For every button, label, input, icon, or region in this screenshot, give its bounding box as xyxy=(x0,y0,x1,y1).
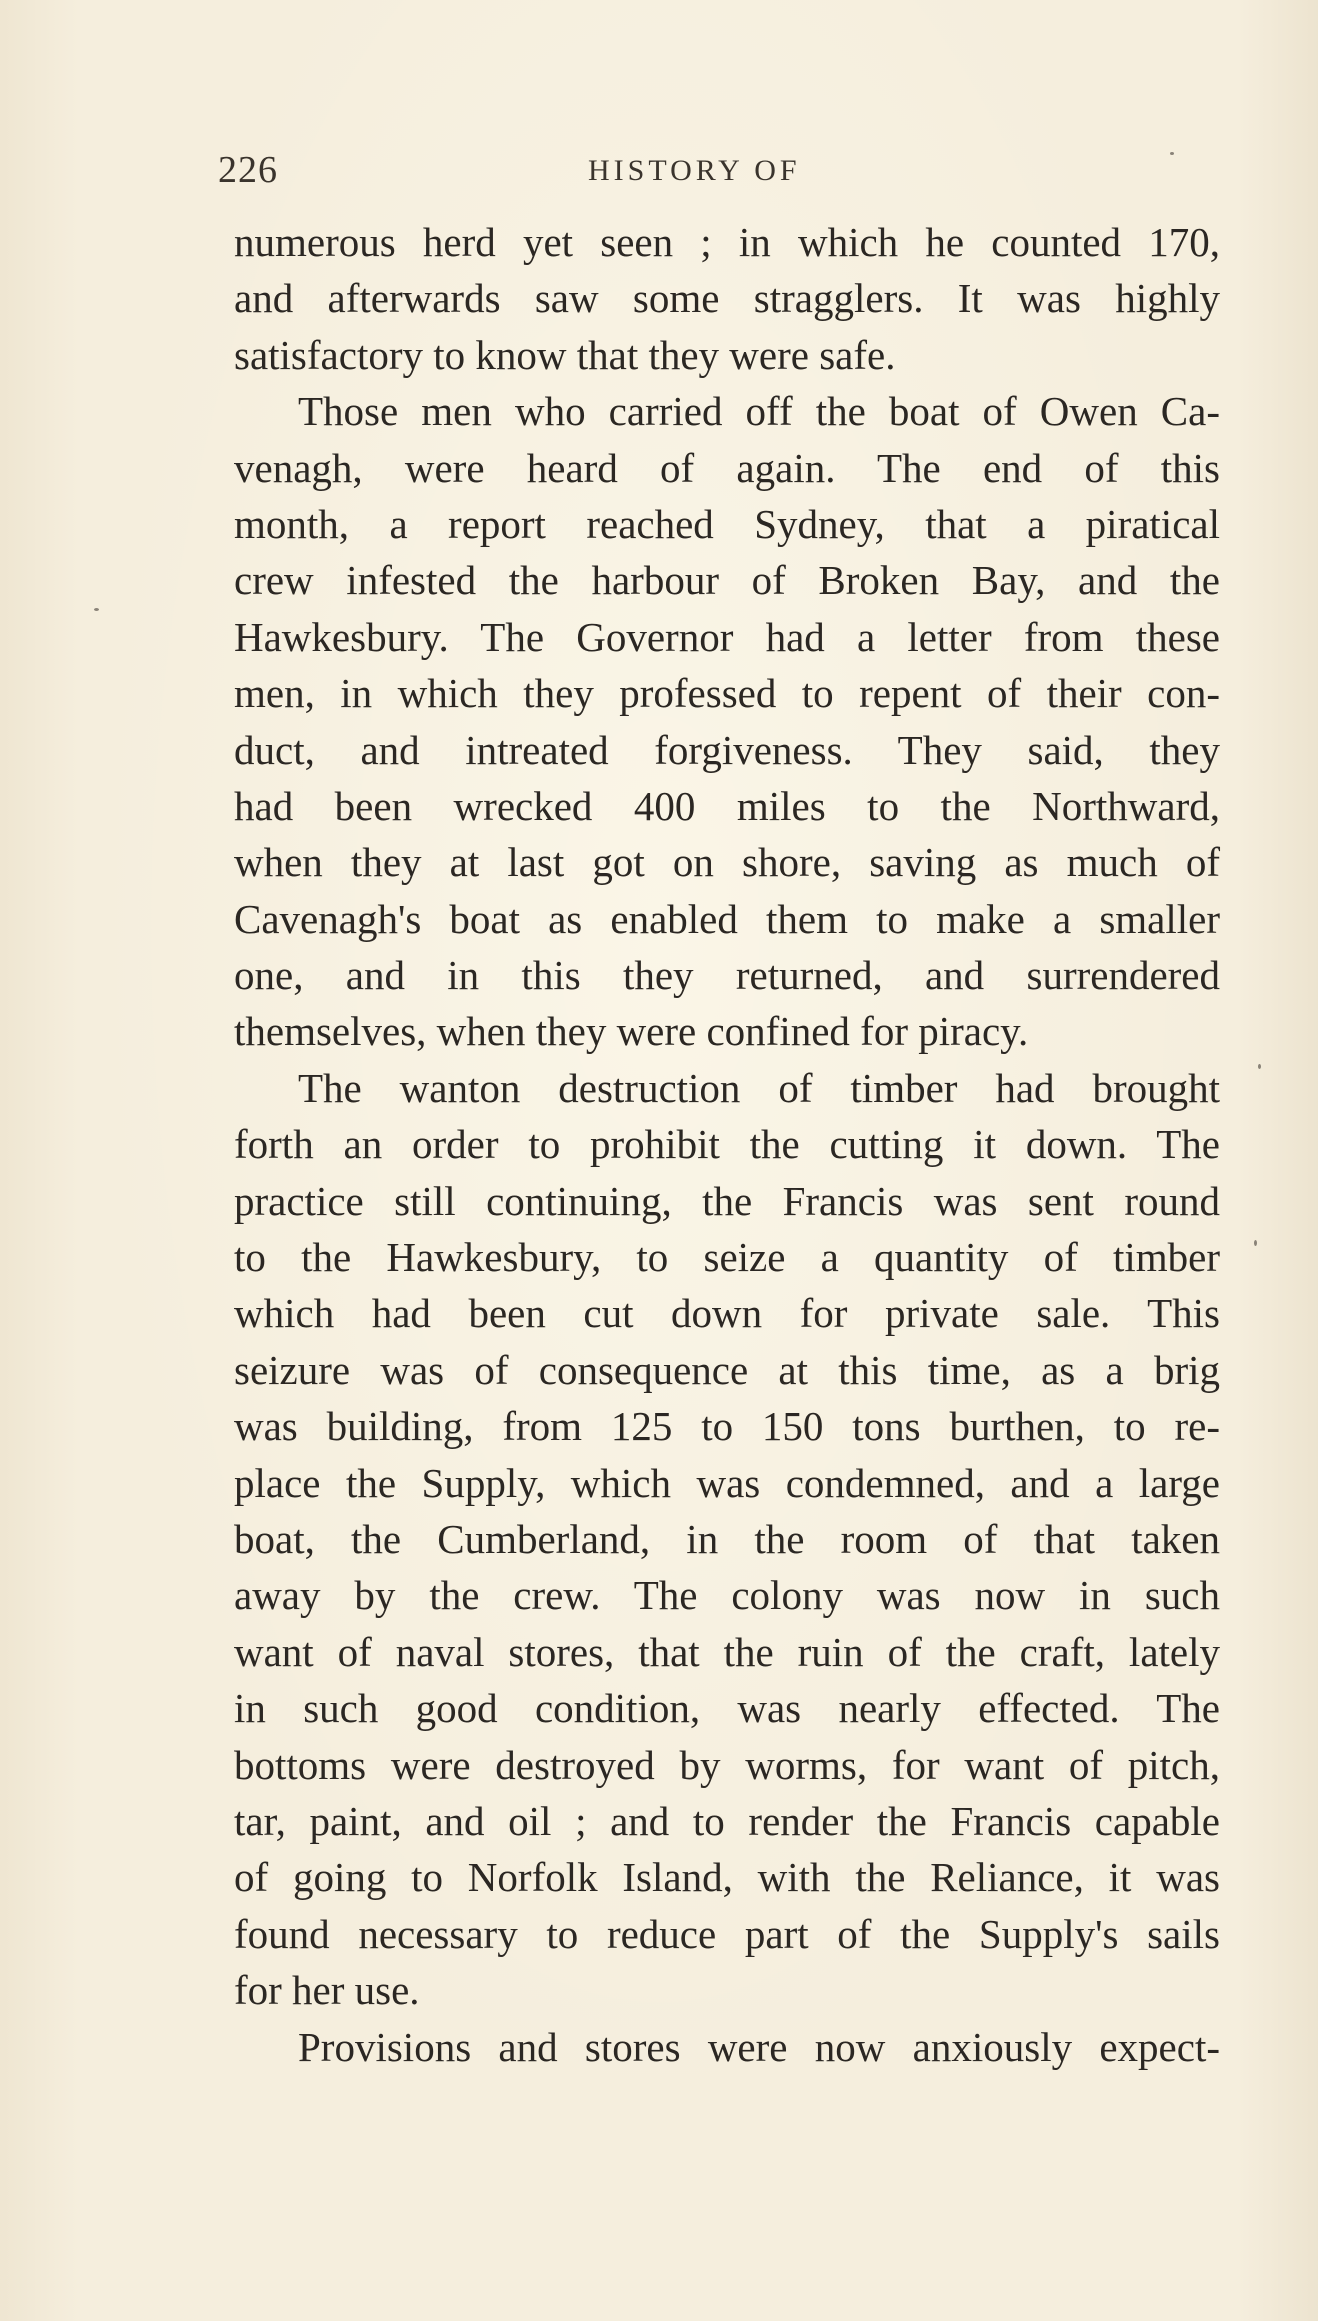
text-line: to the Hawkesbury, to seize a quantity of timber xyxy=(234,1234,1220,1281)
text-line: and afterwards saw some stragglers. It was highly xyxy=(234,275,1220,322)
text-line: in such good condition, was nearly effected. The xyxy=(234,1685,1220,1732)
body-text xyxy=(234,214,1220,2075)
text-line: bottoms were destroyed by worms, for want of pitch, xyxy=(234,1741,1220,1788)
paper-speck xyxy=(1170,152,1174,155)
page-number: 226 xyxy=(218,149,278,191)
text-line: themselves, when they were confined for piracy. xyxy=(234,1008,1029,1055)
text-line: away by the crew. The colony was now in such xyxy=(234,1572,1220,1619)
text-line: The wanton destruction of timber had brought xyxy=(298,1064,1220,1111)
text-line: when they at last got on shore, saving as much of xyxy=(234,839,1220,886)
text-line: tar, paint, and oil ; and to render the Francis capable xyxy=(234,1797,1220,1844)
running-title: HISTORY OF xyxy=(588,154,801,187)
text-line: practice still continuing, the Francis was sent round xyxy=(234,1177,1220,1224)
text-line: satisfactory to know that they were safe. xyxy=(234,331,896,378)
text-line: was building, from 125 to 150 tons burthen, to re- xyxy=(234,1403,1220,1450)
text-line: found necessary to reduce part of the Supply's sails xyxy=(234,1910,1220,1957)
text-line: which had been cut down for private sale. This xyxy=(234,1290,1220,1337)
text-line: for her use. xyxy=(234,1967,420,2014)
paper-speck xyxy=(94,608,99,611)
text-line: Provisions and stores were now anxiously expect- xyxy=(298,2023,1220,2070)
text-line: Cavenagh's boat as enabled them to make a smaller xyxy=(234,895,1220,942)
text-line: Those men who carried off the boat of Owen Ca- xyxy=(298,388,1220,435)
text-line: seizure was of consequence at this time, as a brig xyxy=(234,1346,1220,1393)
paper-speck xyxy=(1258,1064,1261,1069)
text-line: want of naval stores, that the ruin of the craft, lately xyxy=(234,1628,1220,1675)
text-line: month, a report reached Sydney, that a piratical xyxy=(234,500,1220,547)
text-line: numerous herd yet seen ; in which he counted 170, xyxy=(234,219,1220,265)
text-line: crew infested the harbour of Broken Bay, and the xyxy=(234,557,1220,604)
paper-speck xyxy=(1254,1240,1257,1246)
text-line: duct, and intreated forgiveness. They said, they xyxy=(234,726,1220,773)
text-line: Hawkesbury. The Governor had a letter from these xyxy=(234,613,1220,660)
running-header xyxy=(218,148,918,192)
text-line: had been wrecked 400 miles to the Northward, xyxy=(234,782,1220,829)
text-line: one, and in this they returned, and surrendered xyxy=(234,952,1220,999)
text-line: of going to Norfolk Island, with the Reliance, it was xyxy=(234,1854,1220,1901)
text-line: venagh, were heard of again. The end of this xyxy=(234,444,1220,491)
text-line: forth an order to prohibit the cutting it down. The xyxy=(234,1121,1220,1168)
text-line: place the Supply, which was condemned, and a large xyxy=(234,1459,1220,1506)
text-line: men, in which they professed to repent of their con- xyxy=(234,670,1220,717)
text-line: boat, the Cumberland, in the room of that taken xyxy=(234,1515,1220,1562)
